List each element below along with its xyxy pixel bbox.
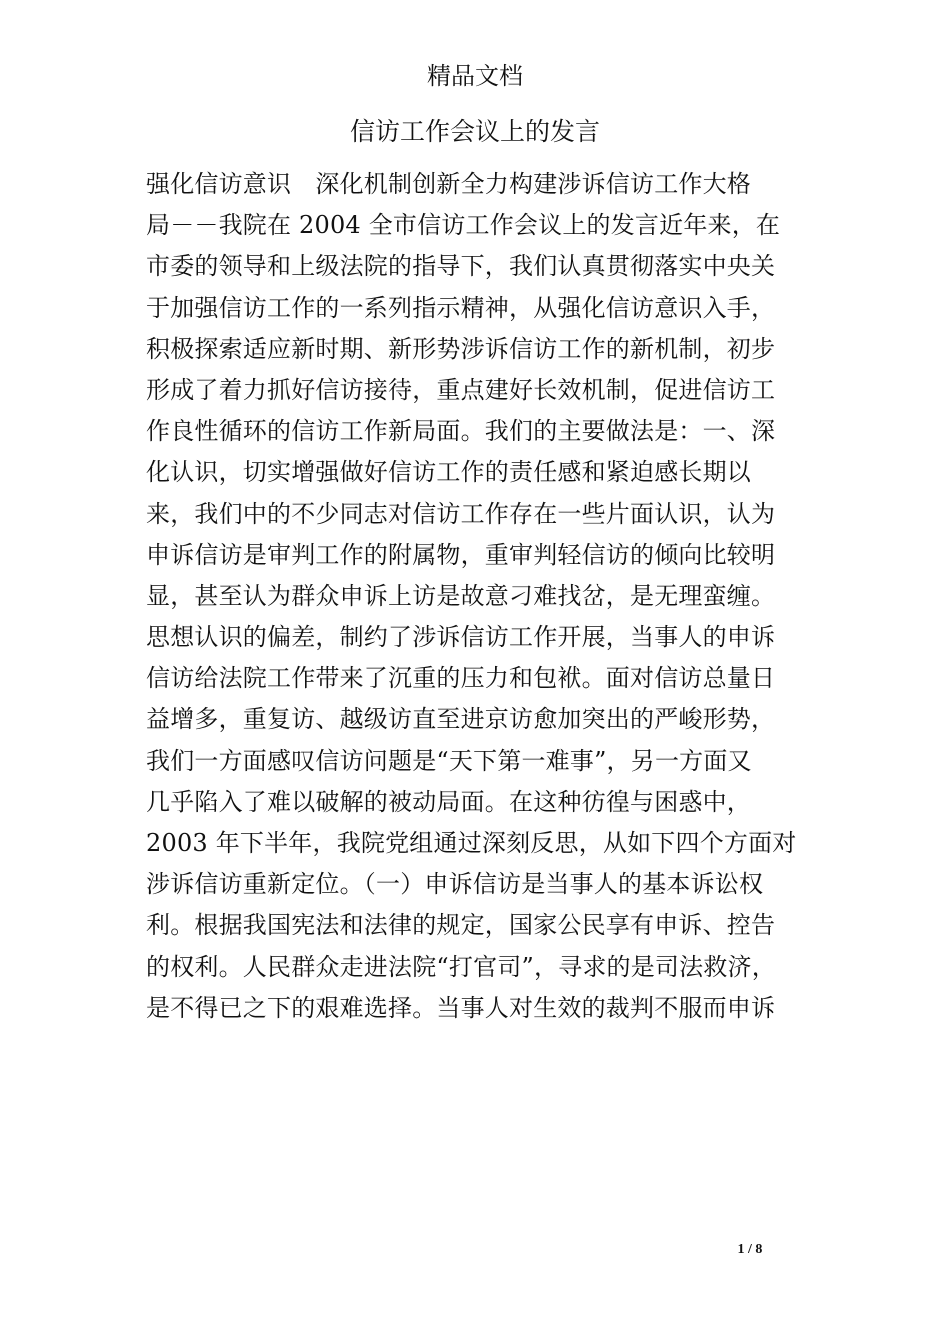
text-line: 利。根据我国宪法和法律的规定，国家公民享有申诉、控告 <box>146 911 776 940</box>
text-line: 市委的领导和上级法院的指导下，我们认真贯彻落实中央关 <box>146 252 776 281</box>
text-line: 强化信访意识 深化机制创新全力构建涉诉信访工作大格 <box>146 170 751 198</box>
document-title: 信访工作会议上的发言 <box>349 117 600 146</box>
text-line: 作良性循环的信访工作新局面。我们的主要做法是：一、深 <box>146 417 776 446</box>
text-line: 益增多，重复访、越级访直至进京访愈加突出的严峻形势， <box>146 705 776 734</box>
page-number: 1 / 8 <box>737 1242 763 1257</box>
text-line: 积极探索适应新时期、新形势涉诉信访工作的新机制，初步 <box>146 334 776 363</box>
text-line: 涉诉信访重新定位。（一）申诉信访是当事人的基本诉讼权 <box>146 870 764 899</box>
text-line: 几乎陷入了难以破解的被动局面。在这种彷徨与困惑中， <box>146 787 751 816</box>
text-line: 于加强信访工作的一系列指示精神，从强化信访意识入手， <box>146 293 776 322</box>
text-line: 显，甚至认为群众申诉上访是故意刁难找岔，是无理蛮缠。 <box>146 581 776 610</box>
text-line: 是不得已之下的艰难选择。当事人对生效的裁判不服而申诉 <box>146 993 776 1022</box>
text-line: 局－－我院在 2004 全市信访工作会议上的发言近年来，在 <box>146 211 781 240</box>
text-line: 的权利。人民群众走进法院“打官司”，寻求的是司法救济， <box>146 952 776 981</box>
body-text <box>146 164 846 1029</box>
text-line: 思想认识的偏差，制约了涉诉信访工作开展，当事人的申诉 <box>146 623 776 652</box>
text-line: 2003 年下半年，我院党组通过深刻反思，从如下四个方面对 <box>146 829 797 857</box>
text-line: 信访给法院工作带来了沉重的压力和包袱。面对信访总量日 <box>146 664 776 693</box>
text-line: 形成了着力抓好信访接待，重点建好长效机制，促进信访工 <box>146 375 776 404</box>
page-header: 精品文档 <box>427 62 523 90</box>
text-line: 申诉信访是审判工作的附属物，重审判轻信访的倾向比较明 <box>146 540 776 569</box>
text-line: 来，我们中的不少同志对信访工作存在一些片面认识，认为 <box>146 499 776 528</box>
text-line: 化认识，切实增强做好信访工作的责任感和紧迫感长期以 <box>146 458 751 487</box>
text-line: 我们一方面感叹信访问题是“天下第一难事”，另一方面又 <box>146 746 752 775</box>
